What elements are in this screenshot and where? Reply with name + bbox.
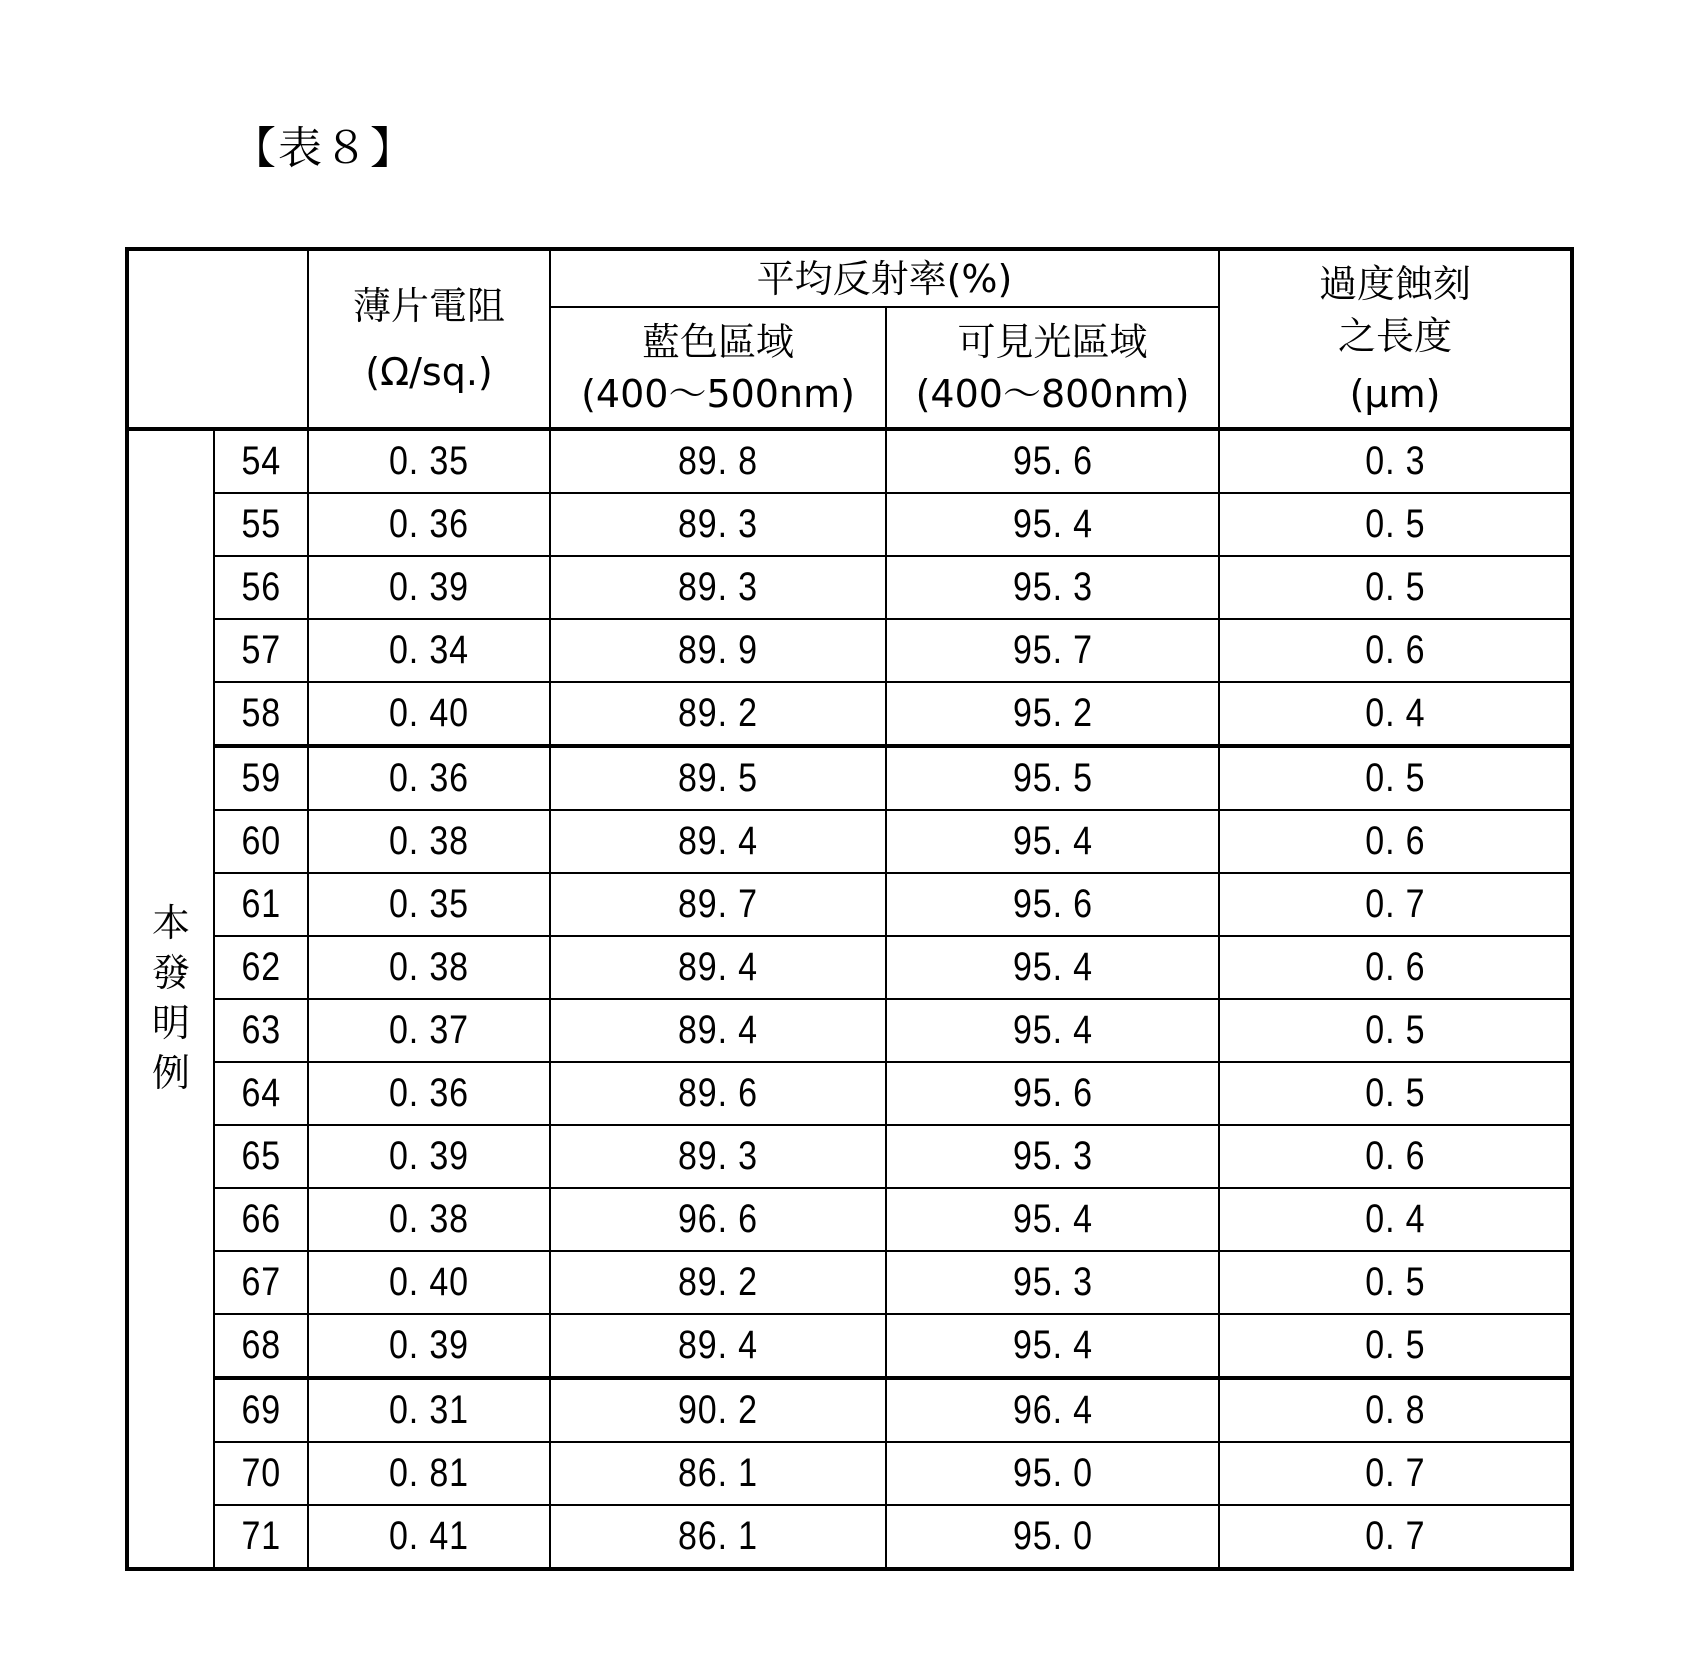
cell-value: 89. 2 <box>678 691 758 736</box>
cell-value: 89. 3 <box>678 565 758 610</box>
header-sheet-resistance <box>308 249 550 429</box>
cell-no <box>214 810 308 873</box>
cell-etch <box>1219 1314 1572 1378</box>
cell-value: 95. 4 <box>1013 1197 1093 1242</box>
cell-vis <box>886 1062 1219 1125</box>
cell-value: 67 <box>241 1260 281 1305</box>
cell-value: 95. 0 <box>1013 1451 1093 1496</box>
header-text: 藍色區域 <box>551 316 885 368</box>
cell-value: 96. 4 <box>1013 1388 1093 1433</box>
cell-etch <box>1219 1188 1572 1251</box>
table-row <box>127 999 1572 1062</box>
table-row <box>127 493 1572 556</box>
cell-value: 62 <box>241 945 281 990</box>
cell-blue <box>550 1378 886 1442</box>
cell-value: 0. 5 <box>1365 565 1425 610</box>
cell-value: 0. 5 <box>1365 502 1425 547</box>
cell-r <box>308 873 550 936</box>
group-label-char: 發 <box>129 949 213 999</box>
header-unit: (Ω/sq.) <box>309 346 549 398</box>
header-unit: (μm) <box>1220 368 1570 420</box>
cell-etch <box>1219 682 1572 746</box>
cell-value: 95. 3 <box>1013 1134 1093 1179</box>
cell-vis <box>886 810 1219 873</box>
cell-no <box>214 746 308 810</box>
cell-no <box>214 936 308 999</box>
cell-blue <box>550 1188 886 1251</box>
cell-vis <box>886 682 1219 746</box>
cell-r <box>308 810 550 873</box>
group-label-char: 例 <box>129 1049 213 1099</box>
results-table <box>125 247 1574 1571</box>
cell-value: 0. 81 <box>389 1451 469 1496</box>
cell-etch <box>1219 1062 1572 1125</box>
cell-blue <box>550 1505 886 1569</box>
cell-etch <box>1219 999 1572 1062</box>
cell-blue <box>550 1125 886 1188</box>
cell-etch <box>1219 1125 1572 1188</box>
cell-value: 0. 40 <box>389 1260 469 1305</box>
cell-etch <box>1219 619 1572 682</box>
cell-etch <box>1219 556 1572 619</box>
cell-vis <box>886 493 1219 556</box>
cell-value: 0. 3 <box>1365 439 1425 484</box>
cell-blue <box>550 810 886 873</box>
cell-value: 89. 3 <box>678 1134 758 1179</box>
cell-no <box>214 1378 308 1442</box>
cell-vis <box>886 1505 1219 1569</box>
table-row <box>127 810 1572 873</box>
cell-value: 89. 9 <box>678 628 758 673</box>
cell-vis <box>886 873 1219 936</box>
cell-value: 58 <box>241 691 281 736</box>
cell-vis <box>886 999 1219 1062</box>
cell-r <box>308 429 550 493</box>
corner-header <box>127 249 308 429</box>
cell-r <box>308 1314 550 1378</box>
cell-value: 95. 0 <box>1013 1514 1093 1559</box>
cell-value: 95. 3 <box>1013 1260 1093 1305</box>
table-row <box>127 556 1572 619</box>
cell-value: 95. 6 <box>1013 882 1093 927</box>
cell-vis <box>886 1125 1219 1188</box>
cell-value: 70 <box>241 1451 281 1496</box>
group-label <box>127 429 214 1569</box>
cell-value: 66 <box>241 1197 281 1242</box>
cell-vis <box>886 429 1219 493</box>
cell-vis <box>886 936 1219 999</box>
cell-value: 0. 6 <box>1365 945 1425 990</box>
header-unit: (400～500nm) <box>551 368 885 420</box>
cell-value: 69 <box>241 1388 281 1433</box>
cell-value: 0. 4 <box>1365 1197 1425 1242</box>
header-overetch <box>1219 249 1572 429</box>
cell-no <box>214 1505 308 1569</box>
cell-vis <box>886 1188 1219 1251</box>
cell-no <box>214 619 308 682</box>
table-row <box>127 619 1572 682</box>
cell-no <box>214 1442 308 1505</box>
table-row <box>127 1188 1572 1251</box>
cell-r <box>308 1188 550 1251</box>
cell-r <box>308 682 550 746</box>
cell-value: 68 <box>241 1323 281 1368</box>
cell-value: 0. 7 <box>1365 1451 1425 1496</box>
cell-etch <box>1219 936 1572 999</box>
cell-vis <box>886 556 1219 619</box>
cell-value: 86. 1 <box>678 1514 758 1559</box>
cell-blue <box>550 682 886 746</box>
cell-value: 0. 36 <box>389 756 469 801</box>
cell-value: 95. 4 <box>1013 819 1093 864</box>
cell-value: 0. 5 <box>1365 1008 1425 1053</box>
cell-vis <box>886 1251 1219 1314</box>
cell-etch <box>1219 1442 1572 1505</box>
table-row <box>127 429 1572 493</box>
cell-blue <box>550 1062 886 1125</box>
cell-blue <box>550 493 886 556</box>
cell-value: 90. 2 <box>678 1388 758 1433</box>
cell-value: 0. 31 <box>389 1388 469 1433</box>
cell-value: 95. 5 <box>1013 756 1093 801</box>
cell-value: 0. 6 <box>1365 628 1425 673</box>
header-unit: (400～800nm) <box>887 368 1218 420</box>
cell-value: 71 <box>241 1514 281 1559</box>
cell-r <box>308 1505 550 1569</box>
cell-value: 89. 5 <box>678 756 758 801</box>
cell-r <box>308 1442 550 1505</box>
cell-value: 95. 4 <box>1013 502 1093 547</box>
header-avg-reflectance: 平均反射率(%) <box>550 249 1219 307</box>
table-row <box>127 1314 1572 1378</box>
cell-r <box>308 619 550 682</box>
cell-value: 0. 38 <box>389 1197 469 1242</box>
cell-value: 0. 40 <box>389 691 469 736</box>
cell-value: 0. 6 <box>1365 1134 1425 1179</box>
cell-value: 89. 4 <box>678 1323 758 1368</box>
cell-blue <box>550 429 886 493</box>
table-row <box>127 1062 1572 1125</box>
cell-value: 0. 35 <box>389 439 469 484</box>
cell-blue <box>550 873 886 936</box>
cell-value: 65 <box>241 1134 281 1179</box>
cell-value: 89. 4 <box>678 1008 758 1053</box>
cell-blue <box>550 556 886 619</box>
cell-r <box>308 746 550 810</box>
cell-etch <box>1219 746 1572 810</box>
cell-value: 55 <box>241 502 281 547</box>
cell-value: 0. 39 <box>389 1323 469 1368</box>
cell-r <box>308 556 550 619</box>
cell-no <box>214 682 308 746</box>
cell-value: 89. 4 <box>678 945 758 990</box>
cell-no <box>214 1314 308 1378</box>
cell-value: 95. 2 <box>1013 691 1093 736</box>
cell-blue <box>550 1442 886 1505</box>
cell-r <box>308 493 550 556</box>
cell-no <box>214 1251 308 1314</box>
cell-value: 0. 39 <box>389 1134 469 1179</box>
cell-no <box>214 429 308 493</box>
cell-value: 89. 2 <box>678 1260 758 1305</box>
cell-value: 95. 4 <box>1013 1008 1093 1053</box>
cell-value: 0. 38 <box>389 945 469 990</box>
table-title: 【表８】 <box>232 112 416 176</box>
table-row <box>127 873 1572 936</box>
cell-blue <box>550 746 886 810</box>
cell-value: 0. 41 <box>389 1514 469 1559</box>
cell-r <box>308 1378 550 1442</box>
cell-etch <box>1219 810 1572 873</box>
cell-value: 95. 6 <box>1013 1071 1093 1116</box>
cell-value: 63 <box>241 1008 281 1053</box>
cell-r <box>308 999 550 1062</box>
cell-value: 0. 39 <box>389 565 469 610</box>
cell-value: 89. 7 <box>678 882 758 927</box>
cell-value: 95. 6 <box>1013 439 1093 484</box>
cell-value: 60 <box>241 819 281 864</box>
cell-value: 95. 4 <box>1013 1323 1093 1368</box>
table-row <box>127 1378 1572 1442</box>
cell-blue <box>550 619 886 682</box>
cell-etch <box>1219 1251 1572 1314</box>
cell-value: 89. 8 <box>678 439 758 484</box>
cell-no <box>214 1188 308 1251</box>
cell-value: 0. 7 <box>1365 1514 1425 1559</box>
table-row <box>127 936 1572 999</box>
cell-vis <box>886 1378 1219 1442</box>
cell-value: 61 <box>241 882 281 927</box>
table-row <box>127 1442 1572 1505</box>
cell-value: 0. 8 <box>1365 1388 1425 1433</box>
cell-etch <box>1219 1378 1572 1442</box>
cell-r <box>308 1251 550 1314</box>
cell-vis <box>886 1314 1219 1378</box>
header-text: 可見光區域 <box>887 316 1218 368</box>
group-label-char: 明 <box>129 999 213 1049</box>
cell-value: 0. 34 <box>389 628 469 673</box>
cell-value: 0. 38 <box>389 819 469 864</box>
header-text: 薄片電阻 <box>309 280 549 332</box>
cell-value: 57 <box>241 628 281 673</box>
cell-value: 96. 6 <box>678 1197 758 1242</box>
cell-etch <box>1219 493 1572 556</box>
cell-value: 0. 35 <box>389 882 469 927</box>
table-row <box>127 682 1572 746</box>
cell-value: 0. 5 <box>1365 1323 1425 1368</box>
cell-value: 89. 3 <box>678 502 758 547</box>
cell-value: 95. 3 <box>1013 565 1093 610</box>
cell-value: 89. 4 <box>678 819 758 864</box>
cell-r <box>308 1125 550 1188</box>
cell-value: 95. 7 <box>1013 628 1093 673</box>
cell-etch <box>1219 873 1572 936</box>
cell-no <box>214 873 308 936</box>
cell-value: 64 <box>241 1071 281 1116</box>
cell-blue <box>550 1314 886 1378</box>
cell-r <box>308 1062 550 1125</box>
group-label-char: 本 <box>129 899 213 949</box>
cell-vis <box>886 1442 1219 1505</box>
cell-etch <box>1219 1505 1572 1569</box>
cell-blue <box>550 1251 886 1314</box>
cell-value: 0. 37 <box>389 1008 469 1053</box>
cell-value: 59 <box>241 756 281 801</box>
table-row <box>127 1251 1572 1314</box>
cell-no <box>214 1062 308 1125</box>
cell-no <box>214 1125 308 1188</box>
cell-value: 0. 7 <box>1365 882 1425 927</box>
header-text: 過度蝕刻 <box>1220 258 1570 310</box>
table-row <box>127 1505 1572 1569</box>
cell-value: 54 <box>241 439 281 484</box>
cell-value: 89. 6 <box>678 1071 758 1116</box>
cell-vis <box>886 619 1219 682</box>
cell-value: 95. 4 <box>1013 945 1093 990</box>
cell-value: 86. 1 <box>678 1451 758 1496</box>
cell-value: 0. 5 <box>1365 756 1425 801</box>
table-row <box>127 746 1572 810</box>
cell-value: 0. 5 <box>1365 1260 1425 1305</box>
cell-no <box>214 999 308 1062</box>
cell-value: 0. 36 <box>389 1071 469 1116</box>
cell-blue <box>550 999 886 1062</box>
cell-no <box>214 556 308 619</box>
cell-value: 0. 4 <box>1365 691 1425 736</box>
cell-value: 56 <box>241 565 281 610</box>
cell-value: 0. 6 <box>1365 819 1425 864</box>
header-blue-region <box>550 307 886 429</box>
cell-value: 0. 5 <box>1365 1071 1425 1116</box>
cell-value: 0. 36 <box>389 502 469 547</box>
header-text: 之長度 <box>1220 310 1570 362</box>
table-row <box>127 1125 1572 1188</box>
cell-no <box>214 493 308 556</box>
cell-r <box>308 936 550 999</box>
header-visible-region <box>886 307 1219 429</box>
cell-etch <box>1219 429 1572 493</box>
cell-blue <box>550 936 886 999</box>
cell-vis <box>886 746 1219 810</box>
